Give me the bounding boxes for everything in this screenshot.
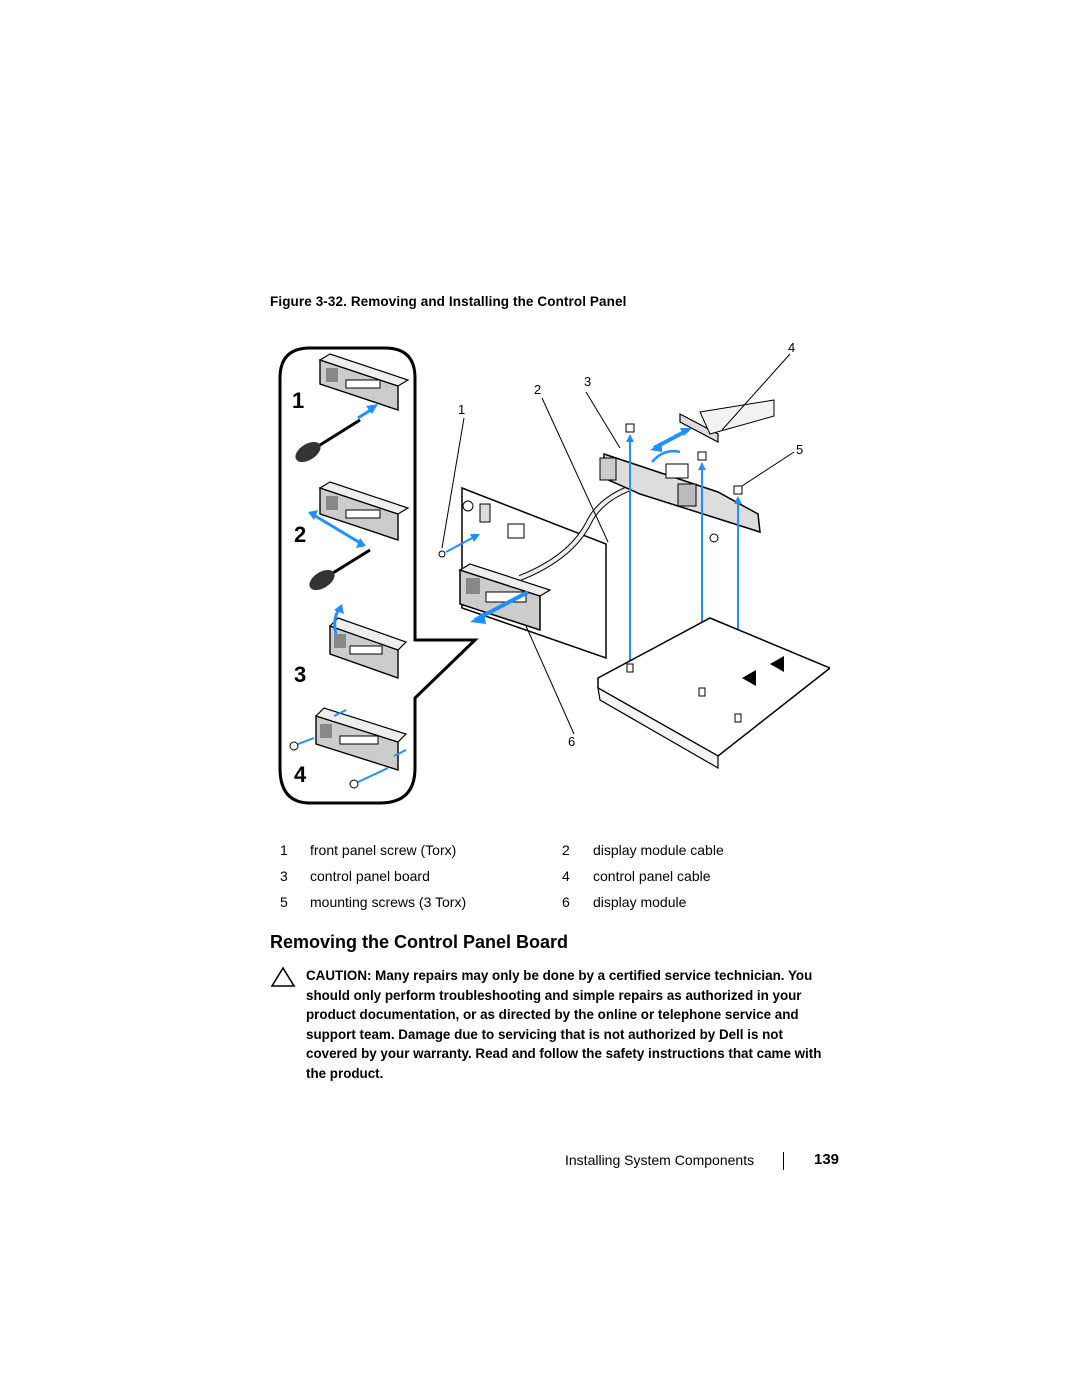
step-number-4: 4 — [294, 762, 307, 787]
callout-6: 6 — [568, 734, 576, 749]
legend-row — [270, 864, 830, 890]
legend-number: 2 — [562, 842, 570, 858]
section-title: Removing the Control Panel Board — [270, 932, 569, 952]
legend-label: display module cable — [593, 842, 724, 858]
callout-4: 4 — [788, 340, 796, 355]
step-number-3: 3 — [294, 662, 307, 687]
figure-legend — [270, 838, 830, 916]
legend-row — [270, 838, 830, 864]
legend-number: 3 — [280, 868, 288, 884]
callout-5: 5 — [796, 442, 804, 457]
legend-label: control panel cable — [593, 868, 711, 884]
legend-label: front panel screw (Torx) — [310, 842, 457, 858]
footer-chapter-title: Installing System Components — [565, 1152, 755, 1168]
legend-label: mounting screws (3 Torx) — [310, 894, 467, 910]
step-number-2: 2 — [294, 522, 307, 547]
caution-text: CAUTION: Many repairs may only be done by a certified service technician. You should only perform troubleshooting and simple repairs as authorized in your product documentation, or as directed by the online or telephone service and support team. Damage due to servicing that is not authorized by Dell is not covered by your warranty. Read and follow the safety instructions that came with the product. — [306, 968, 822, 1081]
legend-label: control panel board — [310, 868, 430, 884]
callout-2: 2 — [534, 382, 542, 397]
legend-label: display module — [593, 894, 687, 910]
footer-divider — [783, 1152, 784, 1170]
callout-3: 3 — [584, 374, 592, 389]
legend-row — [270, 890, 830, 916]
legend-number: 5 — [280, 894, 288, 910]
control-panel-board — [600, 454, 760, 542]
legend-number: 6 — [562, 894, 570, 910]
control-panel-cable — [680, 400, 774, 442]
step-number-1: 1 — [292, 388, 305, 413]
caution-triangle-icon — [270, 966, 296, 988]
callout-1: 1 — [458, 402, 466, 417]
legend-number: 4 — [562, 868, 570, 884]
legend-number: 1 — [280, 842, 288, 858]
page-number: 139 — [814, 1151, 840, 1168]
figure-caption: Figure 3-32. Removing and Installing the Control Panel — [270, 294, 627, 309]
chassis-tray — [598, 618, 830, 768]
control-panel-figure — [270, 338, 830, 808]
